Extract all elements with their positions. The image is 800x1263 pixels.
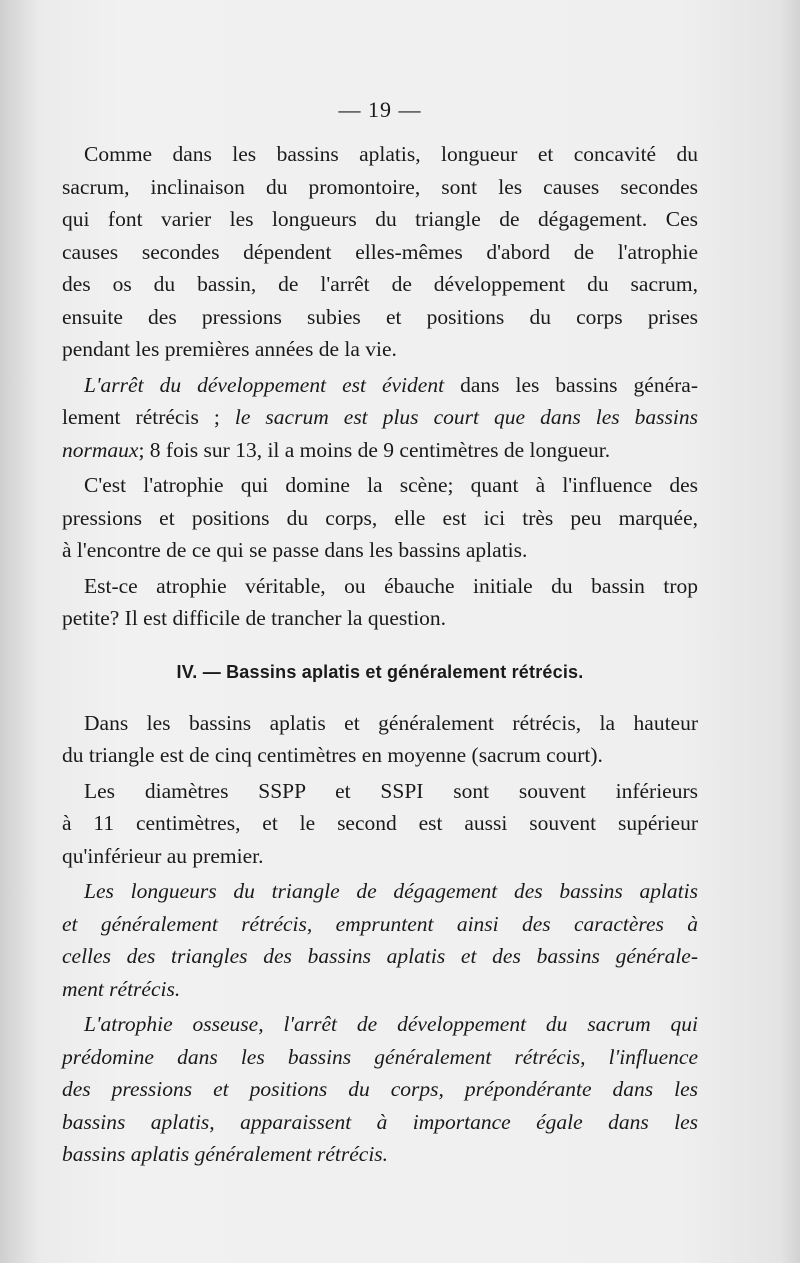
text-line: à l'encontre de ce qui se passe dans les bassins aplatis.	[62, 538, 528, 562]
text-line: Est-ce atrophie véritable, ou ébauche initiale du bassin trop	[84, 573, 698, 598]
italic-phrase: L'arrêt du développement est évident	[84, 372, 445, 397]
paragraph	[62, 369, 698, 467]
text-line: pendant les premières années de la vie.	[62, 337, 397, 361]
text-line: des os du bassin, de l'arrêt de développement du sacrum,	[62, 272, 698, 296]
text-line: du triangle est de cinq centimètres en moyenne (sacrum court).	[62, 743, 603, 767]
text-line: causes secondes dépendent elles-mêmes d'abord de l'atrophie	[62, 239, 698, 264]
text-line: qu'inférieur au premier.	[62, 843, 264, 868]
text-line: prédomine dans les bassins généralement rétrécis, l'influence	[62, 1044, 698, 1069]
text-line: ensuite des pressions subies et positions du corps prises	[62, 304, 698, 329]
text-line: bassins aplatis, apparaissent à importance égale dans les	[62, 1109, 698, 1134]
text-run: ; 8 fois sur 13, il a moins de 9 centimètres de longueur.	[138, 437, 611, 462]
text-line: celles des triangles des bassins aplatis et des bassins générale-	[62, 944, 698, 968]
italic-phrase: le sacrum est plus court que dans les bassins	[234, 405, 698, 429]
text-line: Comme dans les bassins aplatis, longueur et concavité du	[84, 142, 698, 166]
paragraph	[62, 138, 698, 366]
text-line	[62, 369, 698, 402]
page-number: — 19 —	[338, 97, 422, 122]
text-line: Dans les bassins aplatis et généralement rétrécis, la hauteur	[84, 710, 698, 735]
text-line	[62, 434, 698, 467]
italic-phrase: normaux	[62, 437, 139, 462]
paragraph	[62, 775, 698, 873]
italic-paragraph	[62, 1008, 698, 1171]
text-line: bassins aplatis généralement rétrécis.	[62, 1142, 389, 1166]
text-line: ment rétrécis.	[62, 976, 181, 1001]
text-line: des pressions et positions du corps, prépondérante dans les	[62, 1077, 698, 1101]
text-run: dans les bassins généra-	[444, 372, 698, 397]
paragraph	[62, 469, 698, 567]
text-line: et généralement rétrécis, empruntent ainsi des caractères à	[62, 911, 698, 936]
text-line: L'atrophie osseuse, l'arrêt de développement du sacrum qui	[84, 1012, 698, 1036]
page-content	[62, 92, 698, 1174]
text-line: Les longueurs du triangle de dégagement des bassins aplatis	[84, 879, 698, 903]
paragraph	[62, 707, 698, 772]
paragraph	[62, 570, 698, 635]
text-line: pressions et positions du corps, elle est ici très peu marquée,	[62, 505, 698, 530]
text-line: sacrum, inclinaison du promontoire, sont les causes secondes	[62, 174, 698, 199]
text-line: qui font varier les longueurs du triangle de dégagement. Ces	[62, 207, 698, 231]
text-line: petite? Il est difficile de trancher la question.	[62, 606, 447, 630]
text-run: lement rétrécis ;	[62, 405, 235, 429]
italic-paragraph	[62, 875, 698, 1005]
text-line: Les diamètres SSPP et SSPI sont souvent inférieurs	[84, 778, 698, 803]
section-heading: IV. — Bassins aplatis et généralement rétrécis.	[176, 661, 584, 682]
text-line: C'est l'atrophie qui domine la scène; quant à l'influence des	[84, 473, 698, 497]
text-line: à 11 centimètres, et le second est aussi souvent supérieur	[62, 811, 698, 835]
text-line	[62, 401, 698, 434]
